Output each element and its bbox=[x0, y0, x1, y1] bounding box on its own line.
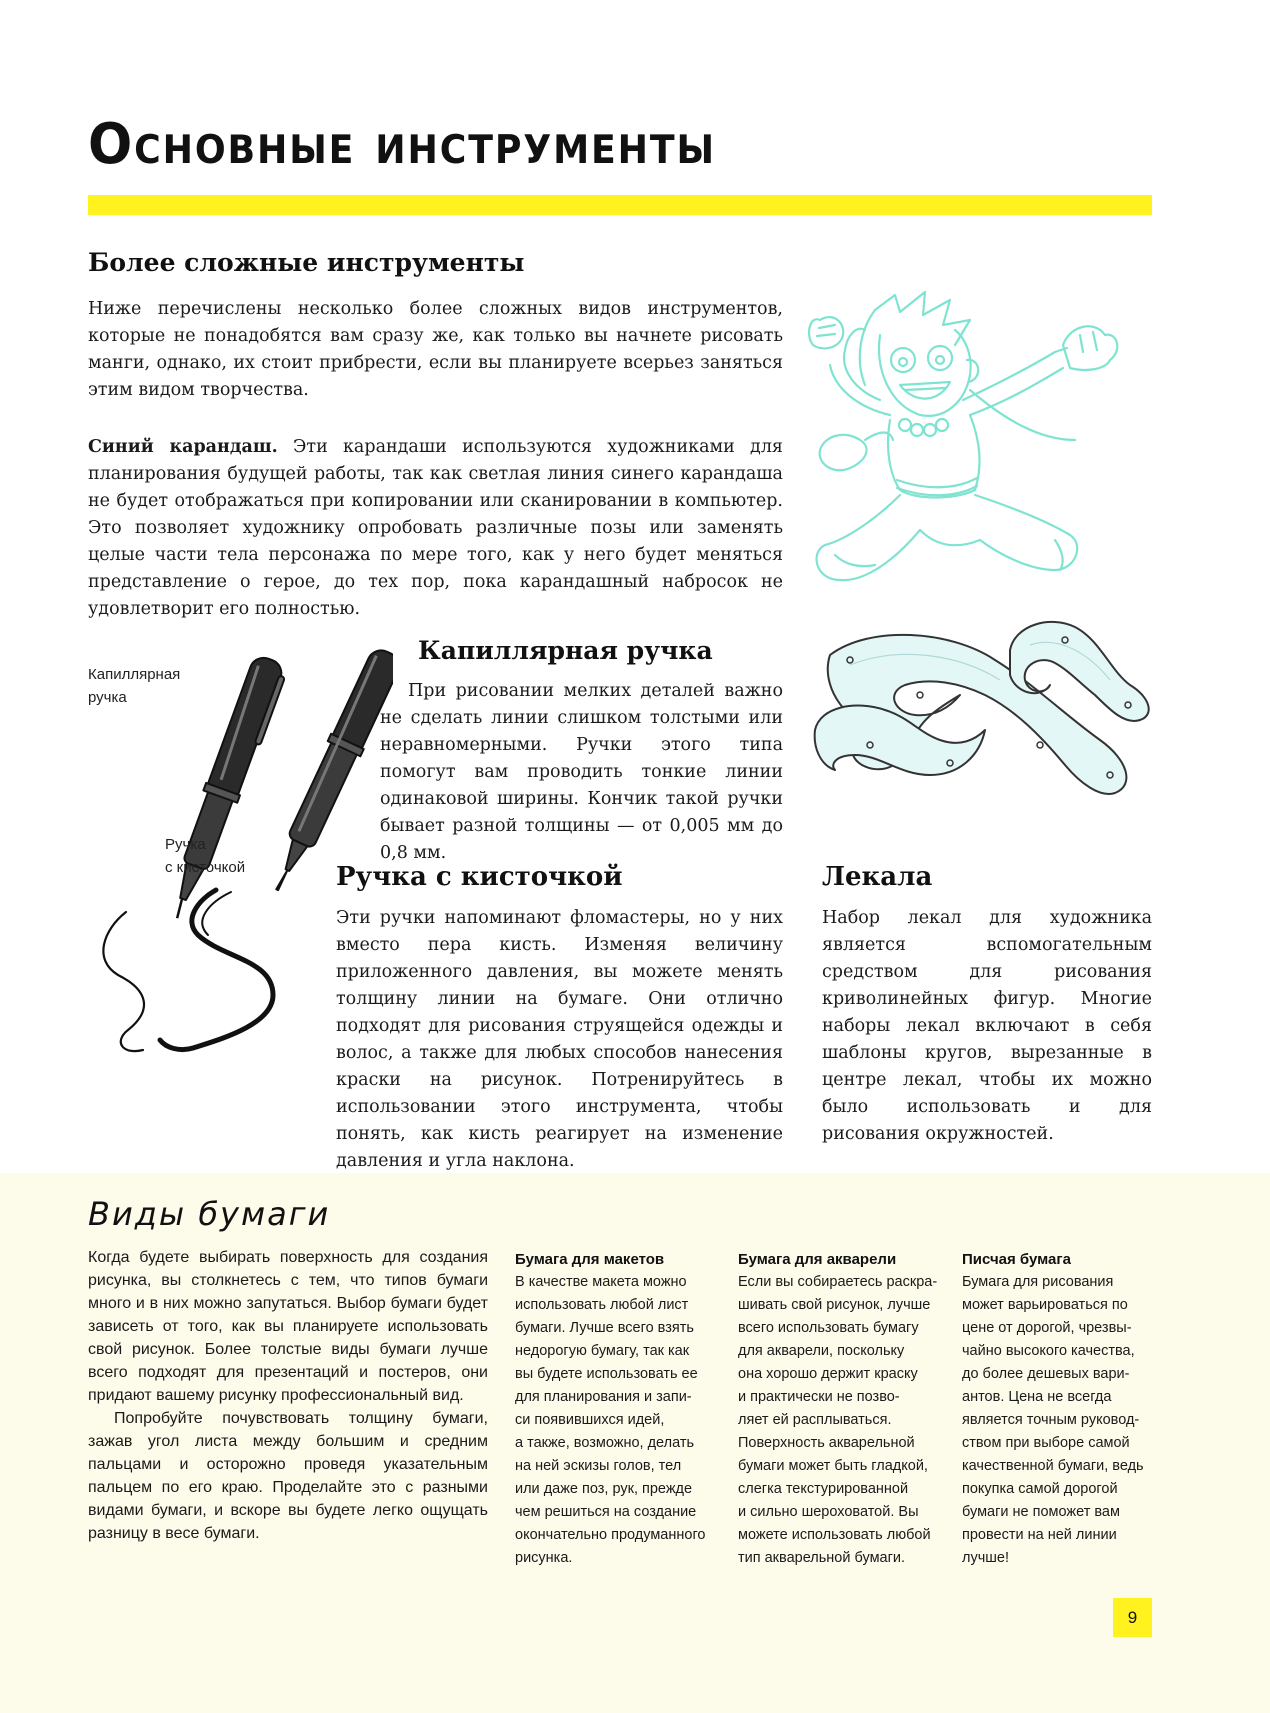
brush-pen-label bbox=[165, 833, 245, 879]
paper-column-line: может варьироваться по bbox=[962, 1297, 1128, 1313]
fineliner-text: При рисовании мелких деталей важно не сделать линии слишком толстыми или неравномерными. Ручки этого типа помогут вам проводить тонкие линии одинаковой ширины. Кончик такой ручки бывает разной толщины — от 0,005 мм до 0,8 мм. bbox=[380, 681, 783, 863]
paper-column-line: бумаги может быть гладкой, bbox=[738, 1458, 928, 1474]
paper-column-line: В качестве макета можно bbox=[515, 1274, 687, 1290]
curves-text: Набор лекал для художника является вспомогательным средством для рисования криволинейных фигур. Многие наборы лекал включают в себя шаблоны кругов, вырезанные в центре лекал, чтобы их можно было использовать и для рисования окружностей. bbox=[822, 908, 1152, 1144]
paper-column-line: цене от дорогой, чрезвы- bbox=[962, 1320, 1132, 1336]
paper-column-line: и сильно шероховатой. Вы bbox=[738, 1504, 919, 1520]
paper-column-line: чайно высокого качества, bbox=[962, 1343, 1135, 1359]
paper-column-line: покупка самой дорогой bbox=[962, 1481, 1118, 1497]
title-underline-bar bbox=[88, 195, 1152, 215]
paper-column-writing bbox=[962, 1249, 1167, 1570]
paper-column-line: бумаги не поможет вам bbox=[962, 1504, 1120, 1520]
page-title: Основные инструменты bbox=[88, 112, 716, 177]
paper-column-text bbox=[962, 1271, 1167, 1570]
paper-column-line: всего использовать бумагу bbox=[738, 1320, 919, 1336]
paper-intro-p1: Когда будете выбирать поверхность для создания рисунка, вы столкнетесь с тем, что типов бумаги много и в них можно запутаться. Выбор бумаги будет зависеть от того, как вы планируете использовать свой рисунок. Более толстые виды бумаги лучше всего подходят для презентаций и постеров, они придают вашему рисунку профессиональный вид. bbox=[88, 1249, 488, 1404]
paper-column-line: использовать любой лист bbox=[515, 1297, 689, 1313]
paper-column-line: шивать свой рисунок, лучше bbox=[738, 1297, 931, 1313]
paper-column-line: для акварели, поскольку bbox=[738, 1343, 905, 1359]
curves-paragraph bbox=[822, 905, 1152, 1148]
paper-column-line: она хорошо держит краску bbox=[738, 1366, 918, 1382]
paper-column-line: а также, возможно, делать bbox=[515, 1435, 695, 1451]
fineliner-label-line1: Капиллярная bbox=[88, 666, 181, 683]
advanced-tools-heading: Более сложные инструменты bbox=[88, 248, 525, 277]
paper-column-line: бумаги. Лучше всего взять bbox=[515, 1320, 694, 1336]
paper-column-line: лучше! bbox=[962, 1550, 1009, 1566]
brush-pen-heading: Ручка с кисточкой bbox=[336, 862, 623, 892]
blue-pencil-paragraph bbox=[88, 434, 783, 623]
paper-intro-p2: Попробуйте почувствовать толщину бумаги, зажав угол листа между большим и средним пальцами и осторожно проведя указательным пальцем по его краю. Проделайте это с разными видами бумаги, и вскоре вы будете легко ощущать разницу в весе бумаги. bbox=[88, 1410, 488, 1542]
paper-column-heading: Писчая бумага bbox=[962, 1251, 1071, 1268]
paper-column-line: слегка текстурированной bbox=[738, 1481, 909, 1497]
paper-column-line: вы будете использовать ее bbox=[515, 1366, 698, 1382]
paper-column-line: и практически не позво- bbox=[738, 1389, 900, 1405]
fineliner-label bbox=[88, 663, 180, 709]
paper-column-text bbox=[738, 1271, 943, 1570]
paper-column-line: ством при выборе самой bbox=[962, 1435, 1130, 1451]
paper-column-line: является точным руковод- bbox=[962, 1412, 1140, 1428]
fineliner-paragraph bbox=[380, 678, 783, 867]
paper-column-heading: Бумага для акварели bbox=[738, 1251, 897, 1268]
paper-column-line: окончательно продуманного bbox=[515, 1527, 706, 1543]
blue-pencil-text: Эти карандаши используются художниками для планирования будущей работы, так как светлая линия синего карандаша не будет отображаться при копировании или сканировании в компьютер. Это позволяет художнику опробовать различные позы или заменять целые части тела персонажа по мере того, как у него будет меняться представление о герое, до тех пор, пока карандашный набросок не удовлетворит его полностью. bbox=[88, 437, 783, 619]
paper-column-line: чем решиться на создание bbox=[515, 1504, 697, 1520]
advanced-intro-text: Ниже перечислены несколько более сложных видов инструментов, которые не понадобятся вам сразу же, как только вы начнете рисовать манги, однако, их стоит прибрести, если вы планируете всерьез заняться этим видом творчества. bbox=[88, 299, 783, 400]
manga-character-sketch-illustration bbox=[805, 290, 1160, 595]
fineliner-heading: Капиллярная ручка bbox=[418, 636, 713, 665]
paper-column-line: антов. Цена не всегда bbox=[962, 1389, 1112, 1405]
paper-column-text bbox=[515, 1271, 720, 1570]
brush-pen-text: Эти ручки напоминают фломастеры, но у них вместо пера кисть. Изменяя величину приложенного давления, вы можете менять толщину линии на бумаге. Они отлично подходят для рисования струящейся одежды и волос, а также для любых способов нанесения краски на рисунок. Потренируйтесь в использовании этого инструмента, чтобы понять, как кисть реагирует на изменение давления и угла наклона. bbox=[336, 908, 783, 1171]
brush-pen-label-line1: Ручка bbox=[165, 836, 206, 853]
paper-column-line: тип акварельной бумаги. bbox=[738, 1550, 906, 1566]
advanced-intro bbox=[88, 296, 783, 404]
paper-column-line: для планирования и запи- bbox=[515, 1389, 692, 1405]
paper-column-line: си появившихся идей, bbox=[515, 1412, 665, 1428]
paper-column-line: или даже поз, рук, прежде bbox=[515, 1481, 693, 1497]
paper-column-line: на ней эскизы голов, тел bbox=[515, 1458, 682, 1474]
brush-pen-label-line2: с кисточкой bbox=[165, 859, 246, 876]
paper-column-layout bbox=[515, 1249, 720, 1570]
paper-column-watercolor bbox=[738, 1249, 943, 1570]
paper-intro bbox=[88, 1246, 488, 1545]
paper-column-line: Поверхность акварельной bbox=[738, 1435, 915, 1451]
paper-column-line: качественной бумаги, ведь bbox=[962, 1458, 1144, 1474]
paper-column-line: Бумага для рисования bbox=[962, 1274, 1114, 1290]
paper-column-line: можете использовать любой bbox=[738, 1527, 931, 1543]
french-curves-illustration bbox=[810, 615, 1160, 830]
curves-heading: Лекала bbox=[822, 862, 933, 892]
paper-column-line: до более дешевых вари- bbox=[962, 1366, 1130, 1382]
paper-column-line: рисунка. bbox=[515, 1550, 573, 1566]
brush-pen-paragraph bbox=[336, 905, 783, 1175]
paper-column-line: Если вы собираетесь раскра- bbox=[738, 1274, 938, 1290]
paper-column-line: недорогую бумагу, так как bbox=[515, 1343, 690, 1359]
paper-column-line: ляет ей расплываться. bbox=[738, 1412, 892, 1428]
paper-column-line: провести на ней линии bbox=[962, 1527, 1117, 1543]
paper-column-heading: Бумага для макетов bbox=[515, 1251, 665, 1268]
blue-pencil-term: Синий карандаш. bbox=[88, 437, 278, 457]
paper-types-heading: Виды бумаги bbox=[88, 1195, 331, 1233]
page-number: 9 bbox=[1113, 1598, 1152, 1637]
fineliner-label-line2: ручка bbox=[88, 689, 127, 706]
